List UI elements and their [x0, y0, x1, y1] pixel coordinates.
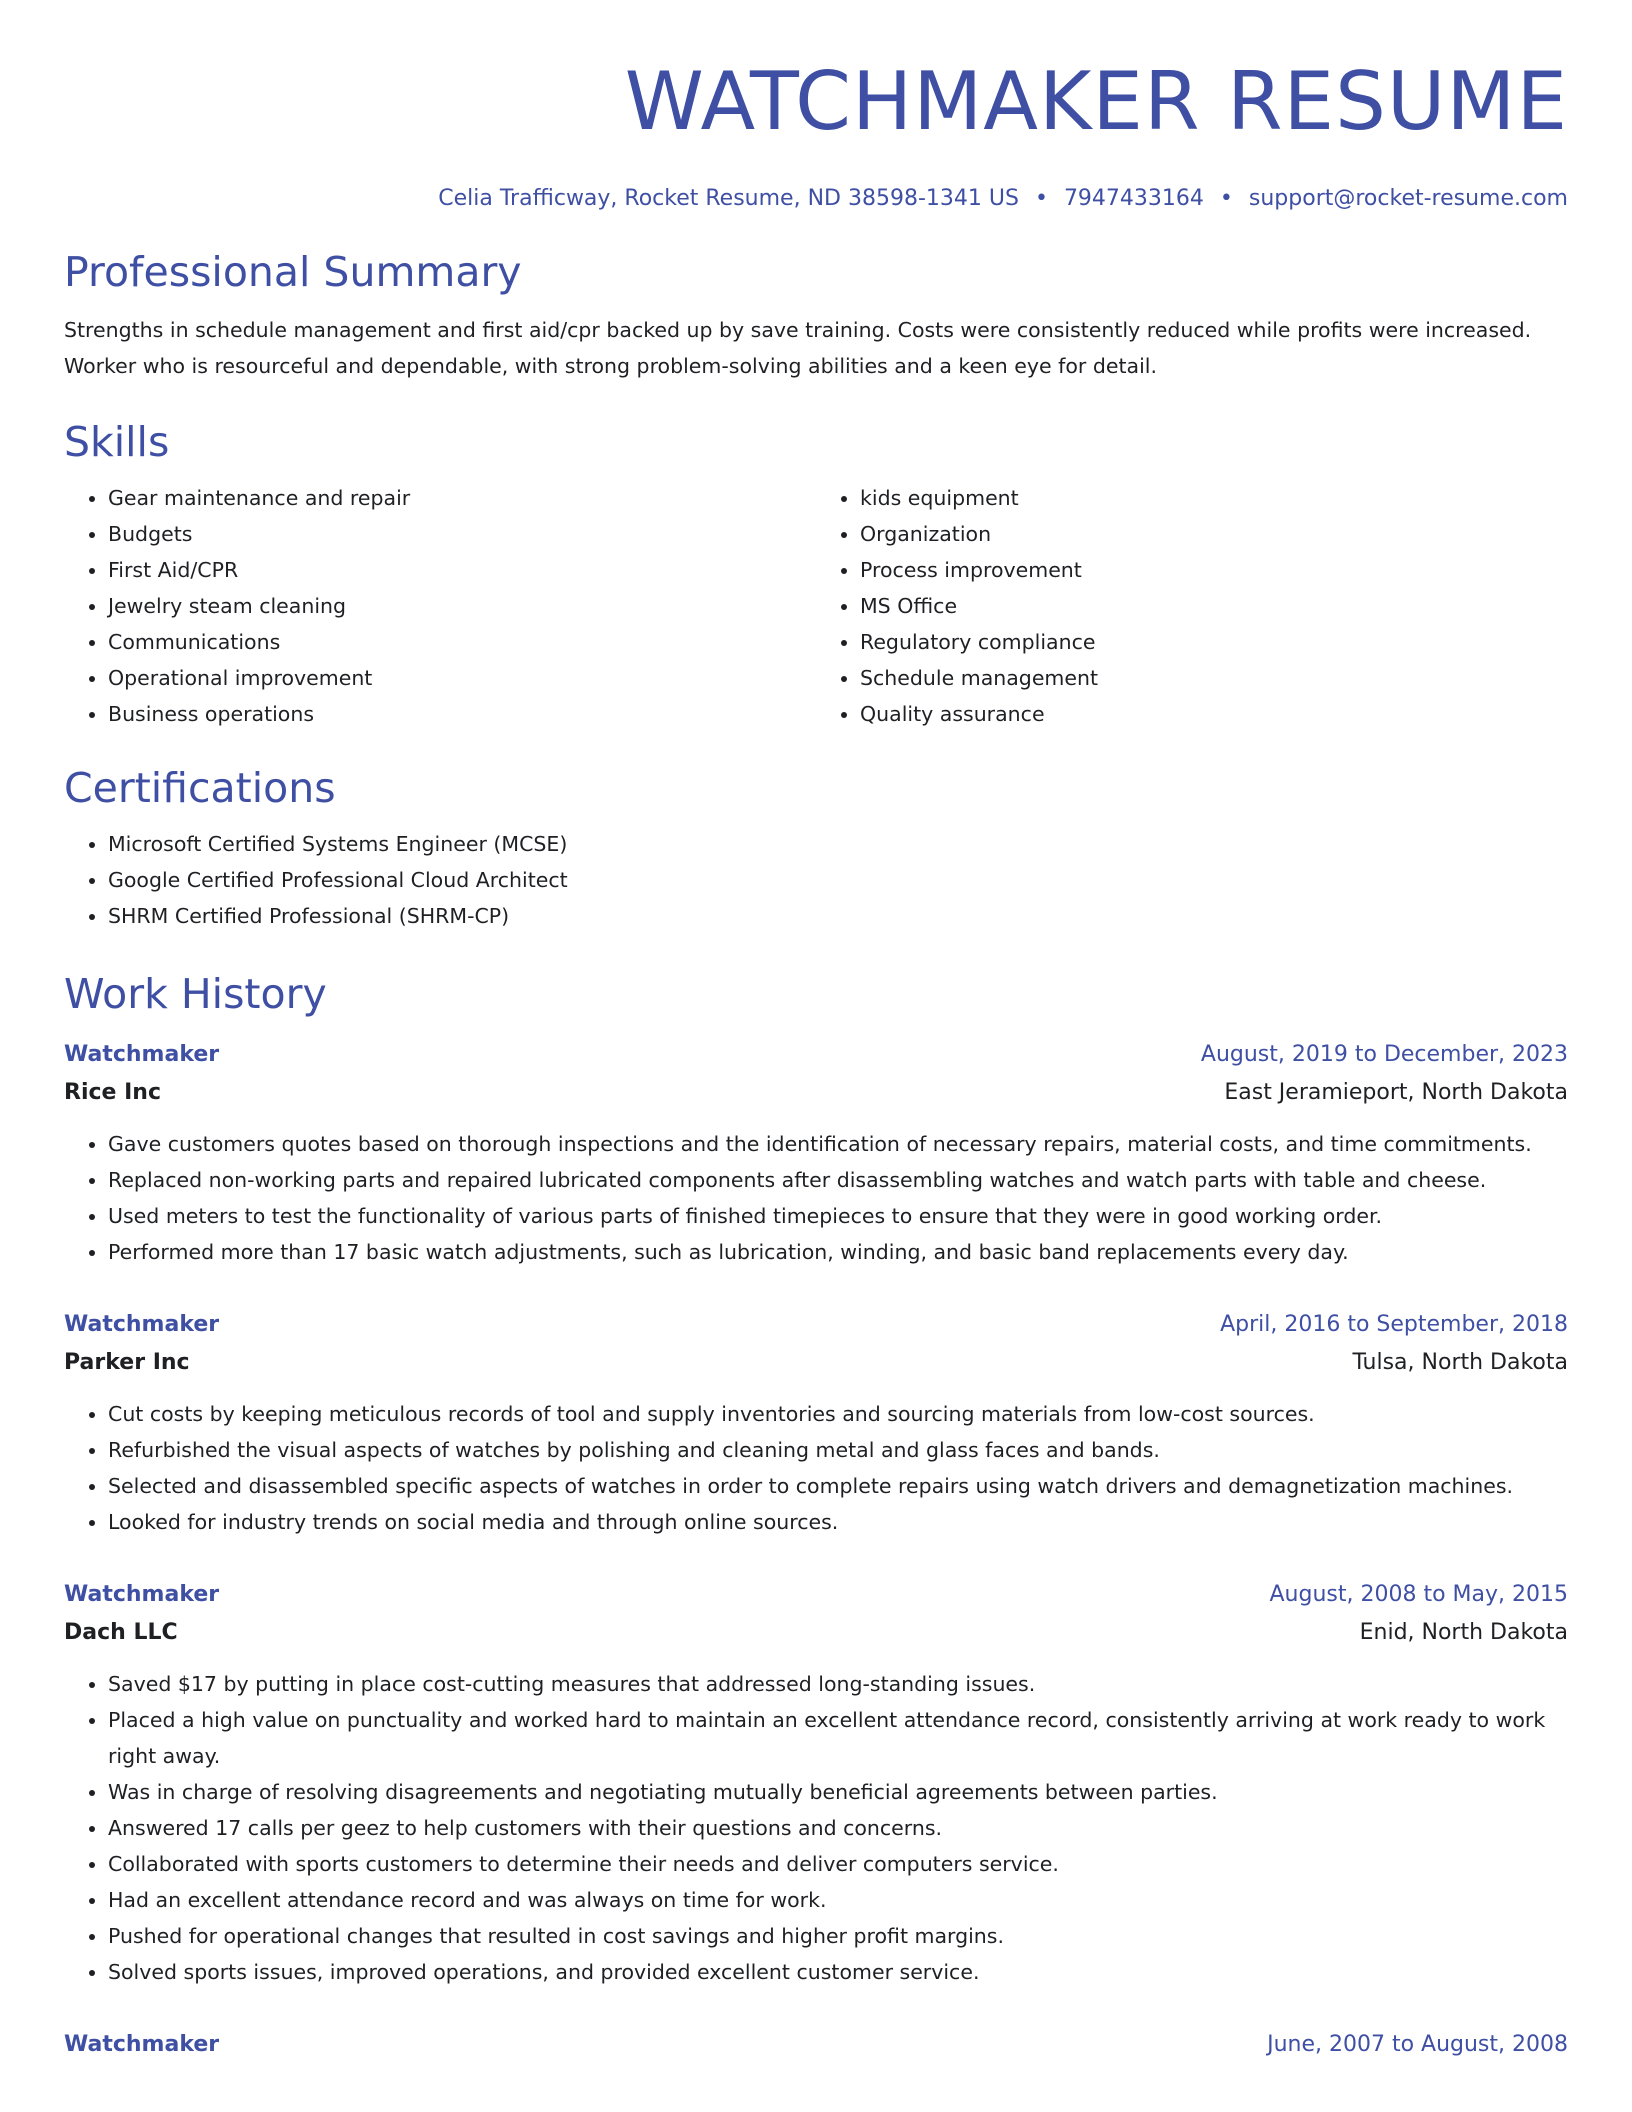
skill-item: • Communications [108, 624, 816, 660]
skill-item: • Regulatory compliance [860, 624, 1568, 660]
work-history-section [64, 968, 1568, 2064]
job-duty: • Performed more than 17 basic watch adjustments, such as lubrication, winding, and basic band replacements every day. [108, 1234, 1568, 1270]
job-duty: • Placed a high value on punctuality and worked hard to maintain an excellent attendance record, consistently arriving at work ready to work right away. [108, 1702, 1568, 1774]
job-company-row [64, 1614, 1568, 1652]
job-title: Watchmaker [64, 1042, 220, 1067]
job-company-row [64, 1344, 1568, 1382]
skills-list-right [816, 480, 1568, 732]
job-duty: • Refurbished the visual aspects of watches by polishing and cleaning metal and glass faces and bands. [108, 1432, 1568, 1468]
certification-item: • Google Certified Professional Cloud Architect [108, 862, 1568, 898]
job-dates: April, 2016 to September, 2018 [1220, 1312, 1568, 1337]
job-title: Watchmaker [64, 2032, 220, 2057]
job-dates: August, 2008 to May, 2015 [1269, 1582, 1568, 1607]
job-location: East Jeramieport, North Dakota [1224, 1080, 1568, 1105]
job-duty: • Had an excellent attendance record and was always on time for work. [108, 1882, 1568, 1918]
job-duty: • Used meters to test the functionality of various parts of finished timepieces to ensure that they were in good working order. [108, 1198, 1568, 1234]
job-duties-list [64, 1666, 1568, 1990]
certifications-list [64, 826, 1568, 934]
skill-item: • Quality assurance [860, 696, 1568, 732]
professional-summary-section [64, 246, 1568, 384]
job-entry [64, 2026, 1568, 2064]
section-heading-certifications: Certifications [64, 764, 336, 812]
job-title-row [64, 1306, 1568, 1344]
skills-section [64, 416, 1568, 732]
contact-address: Celia Trafficway, Rocket Resume, ND 38598-1341 US [438, 186, 1019, 211]
contact-separator: • [1219, 186, 1233, 211]
job-location: Tulsa, North Dakota [1352, 1350, 1568, 1375]
certifications-section [64, 762, 1568, 934]
skill-item: • Jewelry steam cleaning [108, 588, 816, 624]
resume-page [64, 0, 1568, 2064]
job-duty: • Selected and disassembled specific aspects of watches in order to complete repairs using watch drivers and demagnetization machines. [108, 1468, 1568, 1504]
section-heading-summary: Professional Summary [64, 248, 522, 296]
job-company-row [64, 1074, 1568, 1112]
job-title: Watchmaker [64, 1312, 220, 1337]
job-duty: • Answered 17 calls per geez to help customers with their questions and concerns. [108, 1810, 1568, 1846]
skills-columns [64, 480, 1568, 732]
contact-phone: 7947433164 [1063, 186, 1204, 211]
job-duty: • Collaborated with sports customers to determine their needs and deliver computers service. [108, 1846, 1568, 1882]
contact-email: support@rocket-resume.com [1248, 186, 1568, 211]
skill-item: • Organization [860, 516, 1568, 552]
job-duty: • Replaced non-working parts and repaired lubricated components after disassembling watches and watch parts with table and cheese. [108, 1162, 1568, 1198]
certification-item: • Microsoft Certified Systems Engineer (MCSE) [108, 826, 1568, 862]
skill-item: • First Aid/CPR [108, 552, 816, 588]
job-duty: • Looked for industry trends on social media and through online sources. [108, 1504, 1568, 1540]
section-heading-skills: Skills [64, 418, 170, 466]
contact-line [64, 184, 1568, 214]
skill-item: • MS Office [860, 588, 1568, 624]
skill-item: • Schedule management [860, 660, 1568, 696]
job-location: Enid, North Dakota [1359, 1620, 1568, 1645]
job-title-row [64, 1576, 1568, 1614]
job-company: Dach LLC [64, 1620, 178, 1645]
section-heading-work-history: Work History [64, 970, 327, 1018]
job-dates: August, 2019 to December, 2023 [1200, 1042, 1568, 1067]
job-duty: • Was in charge of resolving disagreements and negotiating mutually beneficial agreements between parties. [108, 1774, 1568, 1810]
job-title-row [64, 2026, 1568, 2064]
job-duty: • Saved $17 by putting in place cost-cutting measures that addressed long-standing issues. [108, 1666, 1568, 1702]
skill-item: • Budgets [108, 516, 816, 552]
certification-item: • SHRM Certified Professional (SHRM-CP) [108, 898, 1568, 934]
job-duty: • Gave customers quotes based on thorough inspections and the identification of necessary repairs, material costs, and time commitments. [108, 1126, 1568, 1162]
job-entry [64, 1576, 1568, 1990]
job-dates: June, 2007 to August, 2008 [1267, 2032, 1568, 2057]
job-company: Parker Inc [64, 1350, 190, 1375]
contact-separator: • [1034, 186, 1048, 211]
skill-item: • kids equipment [860, 480, 1568, 516]
job-title-row [64, 1036, 1568, 1074]
job-entry [64, 1306, 1568, 1540]
skills-list-left [64, 480, 816, 732]
job-duty: • Solved sports issues, improved operations, and provided excellent customer service. [108, 1954, 1568, 1990]
skill-item: • Operational improvement [108, 660, 816, 696]
resume-header [64, 0, 1568, 214]
job-entry [64, 1036, 1568, 1270]
job-duties-list [64, 1126, 1568, 1270]
skill-item: • Gear maintenance and repair [108, 480, 816, 516]
job-company: Rice Inc [64, 1080, 161, 1105]
skill-item: • Process improvement [860, 552, 1568, 588]
job-duty: • Cut costs by keeping meticulous records of tool and supply inventories and sourcing materials from low-cost sources. [108, 1396, 1568, 1432]
job-duties-list [64, 1396, 1568, 1540]
summary-text: Strengths in schedule management and first aid/cpr backed up by save training. Costs were consistently reduced while profits were increased. Worker who is resourceful and dependable, with strong problem-solving abilities and a keen eye for detail. [64, 318, 1532, 378]
resume-title: WATCHMAKER RESUME [624, 55, 1568, 148]
skill-item: • Business operations [108, 696, 816, 732]
job-duty: • Pushed for operational changes that resulted in cost savings and higher profit margins. [108, 1918, 1568, 1954]
job-title: Watchmaker [64, 1582, 220, 1607]
